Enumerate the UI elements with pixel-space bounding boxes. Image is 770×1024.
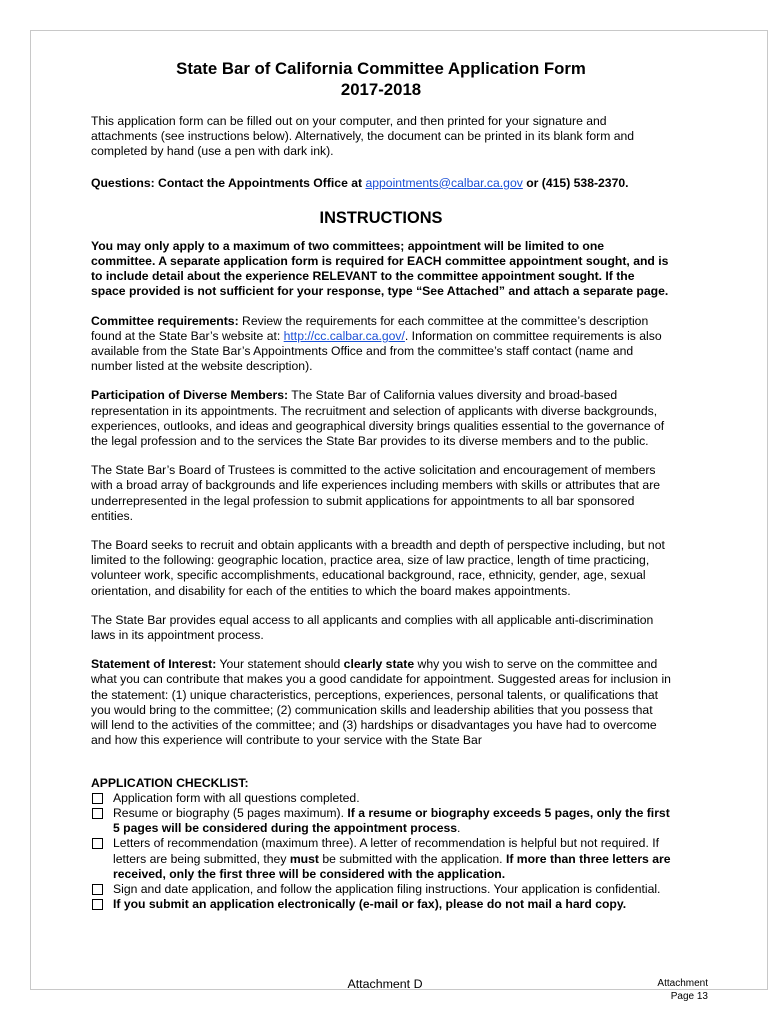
- questions-phone: or (415) 538-2370.: [522, 175, 629, 190]
- statement-of-interest-paragraph: [91, 657, 671, 748]
- committee-requirements-text: Review the requirements for each committee at the committee’s description found at the State Bar’s website at:: [91, 313, 649, 343]
- appointments-email-link[interactable]: appointments@calbar.ca.gov: [365, 175, 523, 190]
- limit-notice-text: You may only apply to a maximum of two committees; appointment will be limited to one committee. A separate application form is required for EACH committee appointment sought, and is to include detail about the experience RELEVANT to the committee appointment sought. If the space provided is not sufficient for your response, type “See Attached” and attach a separate page.: [91, 238, 669, 299]
- diverse-members-text: The State Bar of California values diversity and broad-based representation in its appointments. The recruitment and selection of applicants with diverse backgrounds, experiences, outlooks, and ideas and geographical diversity brings qualities essential to the governance of the legal profession and to the services the State Bar provides to its diverse members and to the public.: [91, 388, 665, 449]
- title-line-1: State Bar of California Committee Application Form: [176, 59, 586, 78]
- checklist-item: [91, 836, 671, 882]
- checklist-item-bold: If a resume or biography exceeds 5 pages, only the first 5 pages will be considered during the appointment process: [113, 805, 670, 836]
- checklist-item-plain: Resume or biography (5 pages maximum).: [113, 805, 348, 820]
- footer-attachment: Attachment: [657, 978, 708, 989]
- diverse-members-label: Participation of Diverse Members:: [91, 388, 289, 403]
- checklist-item-text: [113, 806, 671, 836]
- limit-notice: [91, 239, 671, 300]
- questions-line: [91, 176, 671, 191]
- committee-requirements-text-2: . Information on committee requirements is also available from the State Bar’s Appointments Office and from the committee’s staff contact (name and number listed at the website description).: [91, 328, 662, 374]
- trustees-paragraph: The State Bar’s Board of Trustees is committed to the active solicitation and encouragement of members with a broad array of backgrounds and life experiences including members with skills or attributes that are underrepresented in the legal profession to submit applications for appointments to all bar sponsored entities.: [91, 463, 661, 523]
- checklist-item: [91, 806, 671, 836]
- intro-paragraph: This application form can be filled out on your computer, and then printed for your signature and attachments (see instructions below). Alternatively, the document can be printed in its blank form and completed by hand (use a pen with dark ink).: [91, 114, 635, 159]
- checklist-item-text: [113, 897, 671, 912]
- instructions-heading: INSTRUCTIONS: [319, 208, 443, 227]
- form-title: [91, 58, 671, 100]
- checklist-item-text: [113, 791, 671, 806]
- checkbox[interactable]: [92, 838, 103, 849]
- checklist-item-text: [113, 836, 671, 882]
- checklist-item-bold: If more than three letters are received, only the first three will be considered with the application.: [113, 851, 671, 881]
- footer-page-info: [657, 977, 708, 1003]
- checklist-heading: APPLICATION CHECKLIST:: [91, 775, 249, 790]
- document-body: [91, 58, 671, 912]
- statement-text: Your statement should: [216, 657, 344, 672]
- checklist-item: [91, 882, 671, 897]
- page-number: Page 13: [670, 991, 708, 1002]
- checklist-item-must: must: [289, 851, 319, 866]
- footer-attachment-label: Attachment D: [347, 977, 423, 991]
- checklist-item: [91, 897, 671, 912]
- committee-requirements-paragraph: [91, 314, 671, 375]
- checklist-item-text: [113, 882, 671, 897]
- committee-requirements-label: Committee requirements:: [91, 313, 239, 328]
- board-paragraph: The Board seeks to recruit and obtain applicants with a breadth and depth of perspective including, but not limited to the following: geographic location, practice area, size of law practice, length of time practicing, volunteer work, specific accomplishments, educational background, race, ethnicity, gender, age, sexual orientation, and disability for each of the entities to which the board makes appointments.: [91, 538, 665, 598]
- checklist-item-plain: Letters of recommendation (maximum three). A letter of recommendation is helpful but not required. If letters are being submitted, they: [113, 836, 659, 866]
- title-line-2: 2017-2018: [340, 80, 422, 99]
- statement-bold: clearly state: [343, 657, 415, 672]
- checkbox[interactable]: [92, 884, 103, 895]
- statement-label: Statement of Interest:: [91, 657, 217, 672]
- checklist-item-bold: If you submit an application electronically (e-mail or fax), please do not mail a hard copy.: [113, 897, 627, 912]
- checklist-item-plain: Sign and date application, and follow the application filing instructions. Your application is confidential.: [113, 881, 661, 896]
- checklist-item-plain: Application form with all questions completed.: [113, 790, 360, 805]
- checklist: [91, 791, 671, 913]
- checklist-item-tail: .: [457, 821, 461, 836]
- checklist-item: [91, 791, 671, 806]
- diverse-members-paragraph: [91, 388, 671, 449]
- equal-access-paragraph: The State Bar provides equal access to all applicants and complies with all applicable anti-discrimination laws in its appointment process.: [91, 612, 654, 643]
- statement-text-2: why you wish to serve on the committee and what you can contribute that makes you a good candidate for appointment. Suggested areas for inclusion in the statement: (1) unique characteristics, perceptions, experiences, personal talents, or qualifications that you would bring to the committee; (2) communication skills and leadership abilities that you possess that will lend to the activities of the committee; and (3) hardships or disadvantages you have had to overcome and how this experience will contribute to your service with the State Bar: [91, 657, 671, 748]
- questions-prefix: Questions: Contact the Appointments Office at: [91, 175, 366, 190]
- checkbox[interactable]: [92, 899, 103, 910]
- checklist-item-plain-2: be submitted with the application.: [318, 851, 506, 866]
- calbar-website-link[interactable]: http://cc.calbar.ca.gov/: [283, 328, 405, 343]
- checkbox[interactable]: [92, 808, 103, 819]
- checkbox[interactable]: [92, 793, 103, 804]
